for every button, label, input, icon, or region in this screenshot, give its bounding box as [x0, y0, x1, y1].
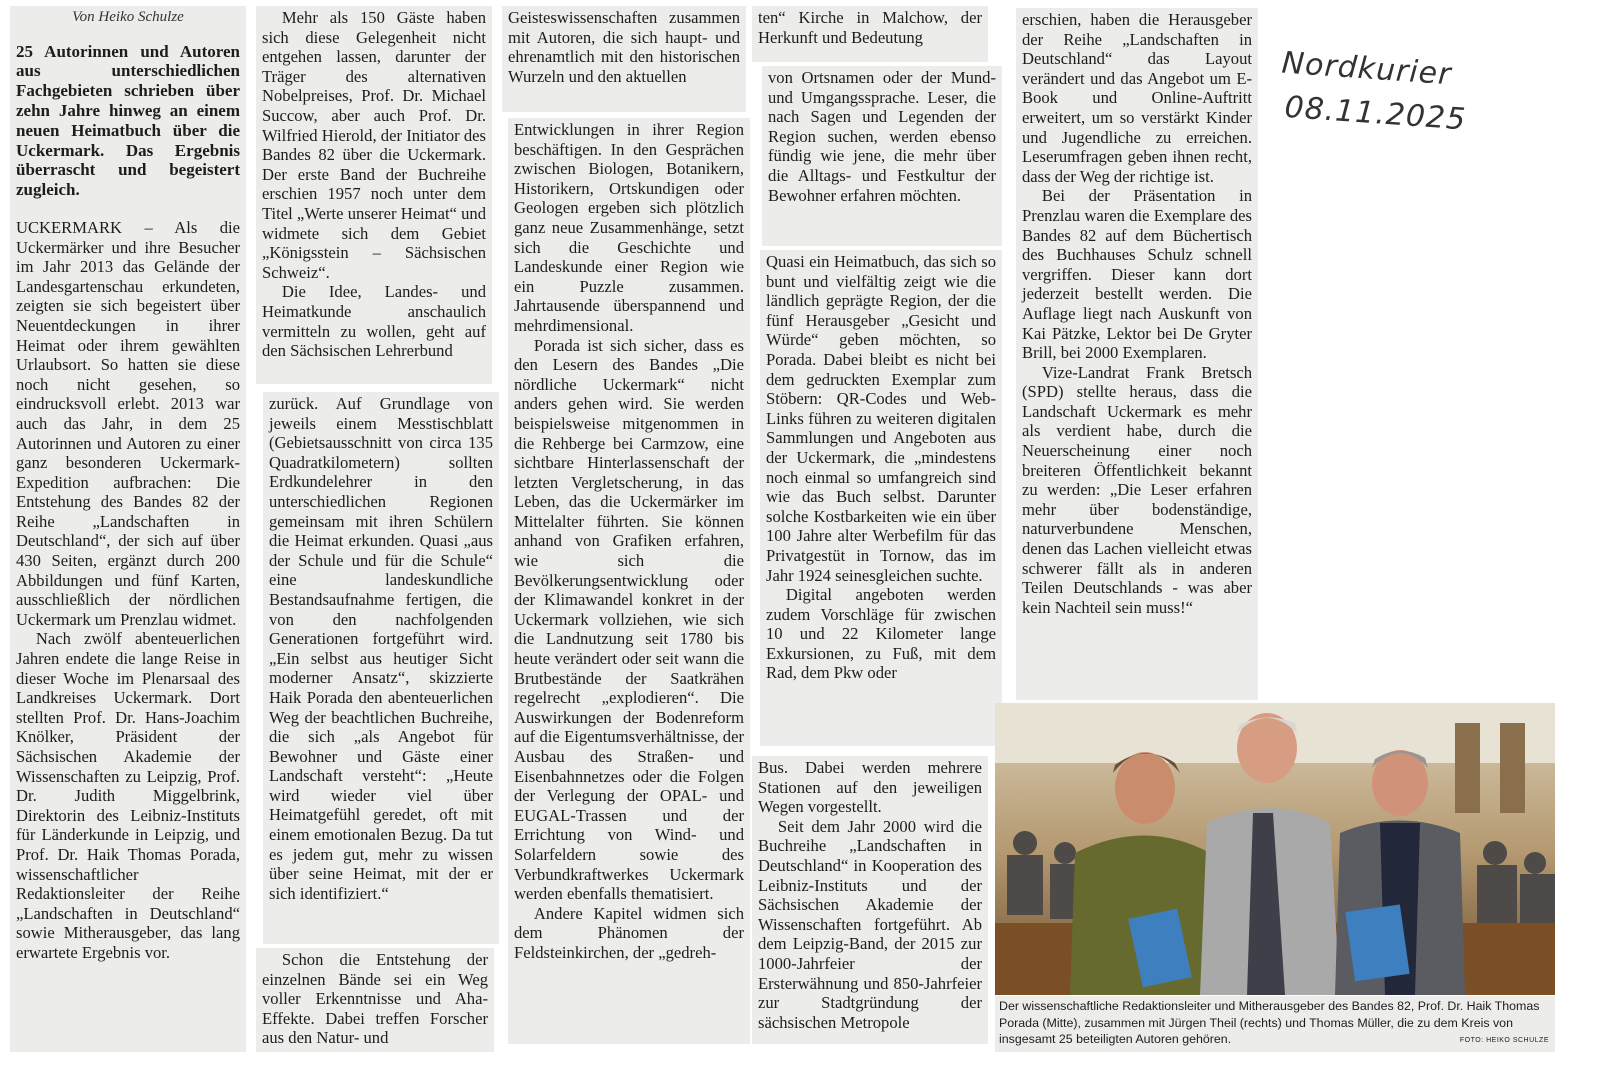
article-column-4-bottom [752, 756, 988, 1044]
photo-three-men-with-books [995, 703, 1555, 995]
handwritten-publication: Nordkurier [1280, 45, 1453, 93]
photo-credit: FOTO: HEIKO SCHULZE [1459, 1036, 1549, 1044]
paragraph: Bei der Präsentation in Prenzlau waren die Exemplare des Bandes 82 auf dem Büchertisch des Buchhauses Schulz schnell vergriffen. Dieser kann dort jederzeit bestellt werden. Die Auflage liegt nach Auskunft von Kai Pätzke, Lektor bei De Gryter Brill, bei 2000 Exemplaren. [1022, 186, 1252, 363]
article-lead: 25 Autorinnen und Autoren aus unterschiedlichen Fachgebieten schrieben über zehn Jahre hinweg an einem neuen Heimatbuch über die Uckermark. Das Ergebnis überrascht und begeistert zugleich. [16, 41, 240, 200]
paragraph: zurück. Auf Grundlage von jeweils einem Messtischblatt (Gebietsausschnitt von circa 135 Quadratkilometern) sollten Erdkundelehrer in den unterschiedlichen Regionen gemeinsam mit ihren Schülern die Heimat erkunden. Quasi „aus der Schule und für die Schule“ eine landeskundliche Bestandsaufnahme fertigen, die von den nachfolgenden Generationen fortgeführt wird. „Ein selbst aus heutiger Sicht moderner Ansatz“, skizzierte Haik Porada den abenteuerlichen Weg der beachtlichen Buchreihe, die sich „als Angebot für Bewohner und Gäste einer Landschaft versteht“: „Heute wird wieder viel über Heimatgefühl geredet, oft mit einem emotionalen Bezug. Da tut es jedem gut, mehr zu wissen über seine Heimat, mit der er sich identifiziert.“ [269, 394, 493, 903]
photo-caption-box [995, 996, 1555, 1052]
article-column-2-bottom [256, 948, 494, 1052]
article-column-5 [1016, 8, 1258, 700]
paragraph: Mehr als 150 Gäste haben sich diese Gelegenheit nicht entgehen lassen, darunter der Träger des alternativen Nobelpreises, Prof. Dr. Michael Succow, aber auch Prof. Dr. Wilfried Hierold, der Initiator des Bandes 82 über die Uckermark. Der erste Band der Buchreihe erschien 1957 noch unter dem Titel „Werte unserer Heimat“ und widmete sich dem Gebiet „Königsstein – Sächsischen Schweiz“. [262, 8, 486, 282]
paragraph: von Ortsnamen oder der Mund- und Umgangssprache. Leser, die nach Sagen und Legenden der Region suchen, werden ebenso fündig wie jene, die mehr über die Alltags- und Festkultur der Bewohner erfahren möchten. [768, 68, 996, 205]
article-column-4-block-b [760, 250, 1002, 746]
paragraph: Bus. Dabei werden mehrere Stationen auf den jeweiligen Wegen vorgestellt. [758, 758, 982, 817]
paragraph: Andere Kapitel widmen sich dem Phänomen der Feldsteinkirchen, der „gedreh- [514, 903, 744, 962]
paragraph: Nach zwölf abenteuerlichen Jahren endete die lange Reise in dieser Woche im Plenarsaal des Landkreises Uckermark. Dort stellten Prof. Dr. Hans-Joachim Knölker, Präsident der Sächsischen Akademie der Wissenschaften zu Leipzig, Prof. Dr. Judith Miggelbrink, Direktorin des Leibniz-Instituts für Länderkunde in Leipzig, und Prof. Dr. Haik Thomas Porada, wissenschaftlicher Redaktionsleiter der Reihe „Landschaften in Deutschland“ sowie Mitherausgeber, das lang erwartete Ergebnis vor. [16, 629, 240, 962]
paragraph: Die Idee, Landes- und Heimatkunde anschaulich vermitteln zu wollen, geht auf den Sächsischen Lehrerbund [262, 282, 486, 361]
paragraph: Entwicklungen in ihrer Region beschäftigen. In den Gesprächen zwischen Biologen, Botanikern, Historikern, Ortskundigen oder Geologen ergeben sich plötzlich ganz neue Zusammenhänge, setzt sich die Geschichte und Landeskunde einer Region wie ein Puzzle zusammen. Jahrtausende überspannend und mehrdimensional. [514, 120, 744, 335]
paragraph: Digital angeboten werden zudem Vorschläge für zwischen 10 und 22 Kilometer lange Exkursionen, zu Fuß, mit dem Rad, dem Pkw oder [766, 585, 996, 683]
paragraph: Quasi ein Heimatbuch, das sich so bunt und vielfältig zeigt wie die ländlich geprägte Region, der die fünf Herausgeber „Gesicht und Würde“ geben möchten, so Porada. Dabei bleibt es nicht bei dem gedruckten Exemplar zum Stöbern: QR-Codes und Web-Links führen zu weiteren digitalen Sammlungen und Angeboten aus der Uckermark, die „mindestens noch einmal so umfangreich sind wie das Buch selbst. Darunter solche Kostbarkeiten wie ein über 100 Jahre alter Werbefilm für das Privatgestüt in Tornow, das im Jahr 1924 seinesgleichen suchte. [766, 252, 996, 585]
paragraph: erschien, haben die Herausgeber der Reihe „Landschaften in Deutschland“ das Layout verändert und das Angebot um E-Book und Online-Auftritt erweitert, um so verstärkt Kinder und Jugendliche zu erreichen. Leserumfragen geben ihnen recht, dass der Weg der richtige ist. [1022, 10, 1252, 186]
article-column-2-top [256, 6, 492, 384]
article-column-4-block-a [762, 66, 1002, 246]
photo-caption: Der wissenschaftliche Redaktionsleiter und Mitherausgeber des Bandes 82, Prof. Dr. Haik Thomas Porada (Mitte), zusammen mit Jürgen Theil (rechts) und Thomas Müller, die zu dem Kreis von insgesamt 25 beteiligten Autoren gehören. [999, 999, 1540, 1046]
paragraph: Vize-Landrat Frank Bretsch (SPD) stellte heraus, dass die Landschaft Uckermark es mehr als verdient habe, durch die Neuerscheinung einer noch breiteren Öffentlichkeit bekannt zu werden: „Die Leser erfahren mehr über bodenständige, naturverbundene Menschen, denen das Lachen vielleicht etwas schwerer fällt als in anderen Teilen Deutschlands - was aber kein Nachteil sein muss!“ [1022, 362, 1252, 617]
paragraph: Porada ist sich sicher, dass es den Lesern des Bandes „Die nördliche Uckermark“ nicht anders gehen wird. Sie werden beispielsweise mitgenommen in die Rehberge bei Carmzow, eine sichtbare Hinterlassenschaft der letzten Vergletscherung, in das Leben, das die Uckermärker im Mittelalter führten. Sie können anhand von Grafiken erfahren, wie sich die Bevölkerungsentwicklung oder der Klimawandel konkret in der Uckermark vollziehen, wie sich die Landnutzung seit 1780 bis heute verändert oder seit wann die Brutbestände der Saatkrähen regelrecht „explodieren“. Die Auswirkungen der Bodenreform auf die Eigentumsverhältnisse, der Ausbau des Straßen- und Eisenbahnnetzes oder die Folgen der Verlegung der OPAL- und EUGAL-Trassen und der Errichtung von Wind- und Solarfeldern sowie des Verbundkraftwerkes Uckermark werden ebenfalls thematisiert. [514, 335, 744, 904]
paragraph: UCKERMARK – Als die Uckermärker und ihre Besucher im Jahr 2013 das Gelände der Landesgartenschau erkundeten, zeigten sie sich begeistert über Neuentdeckungen in ihrer Heimat oder ihrem gewählten Urlaubsort. So hatten sie diese noch nicht gesehen, so eindrucksvoll erlebt. 2013 war auch das Jahr, in dem 25 Autorinnen und Autoren zu einer ganz besonderen Uckermark-Expedition aufbrachen: Die Entstehung des Bandes 82 der Reihe „Landschaften in Deutschland“, der sich auf über 430 Seiten, ergänzt durch 200 Abbildungen und fünf Karten, ausschließlich der nördlichen Uckermark um Prenzlau widmet. [16, 217, 240, 629]
article-column-1 [10, 6, 246, 1052]
handwritten-date: 08.11.2025 [1283, 89, 1468, 138]
paragraph: ten“ Kirche in Malchow, der Herkunft und Bedeutung [758, 8, 982, 47]
article-column-3-top [502, 6, 746, 112]
article-column-2-middle [263, 392, 499, 944]
paragraph: Geisteswissenschaften zusammen mit Autoren, die sich haupt- und ehrenamtlich mit den historischen Wurzeln und den aktuellen [508, 8, 740, 86]
handwritten-source-note [1277, 42, 1470, 143]
article-column-3-main [508, 118, 750, 1044]
byline: Von Heiko Schulze [72, 9, 184, 25]
article-column-4-top [752, 6, 988, 62]
article-photo [995, 703, 1555, 995]
paragraph: Seit dem Jahr 2000 wird die Buchreihe „Landschaften in Deutschland“ in Kooperation des Leibniz-Instituts und der Sächsischen Akademie der Wissenschaften fortgeführt. Ab dem Leipzig-Band, der 2015 zur 1000-Jahrfeier der Ersterwähnung und 850-Jahrfeier zur Stadtgründung der sächsischen Metropole [758, 816, 982, 1032]
paragraph: Schon die Entstehung der einzelnen Bände sei ein Weg voller Erkenntnisse und Aha-Effekte. Dabei treffen Forscher aus den Natur- und [262, 950, 488, 1048]
